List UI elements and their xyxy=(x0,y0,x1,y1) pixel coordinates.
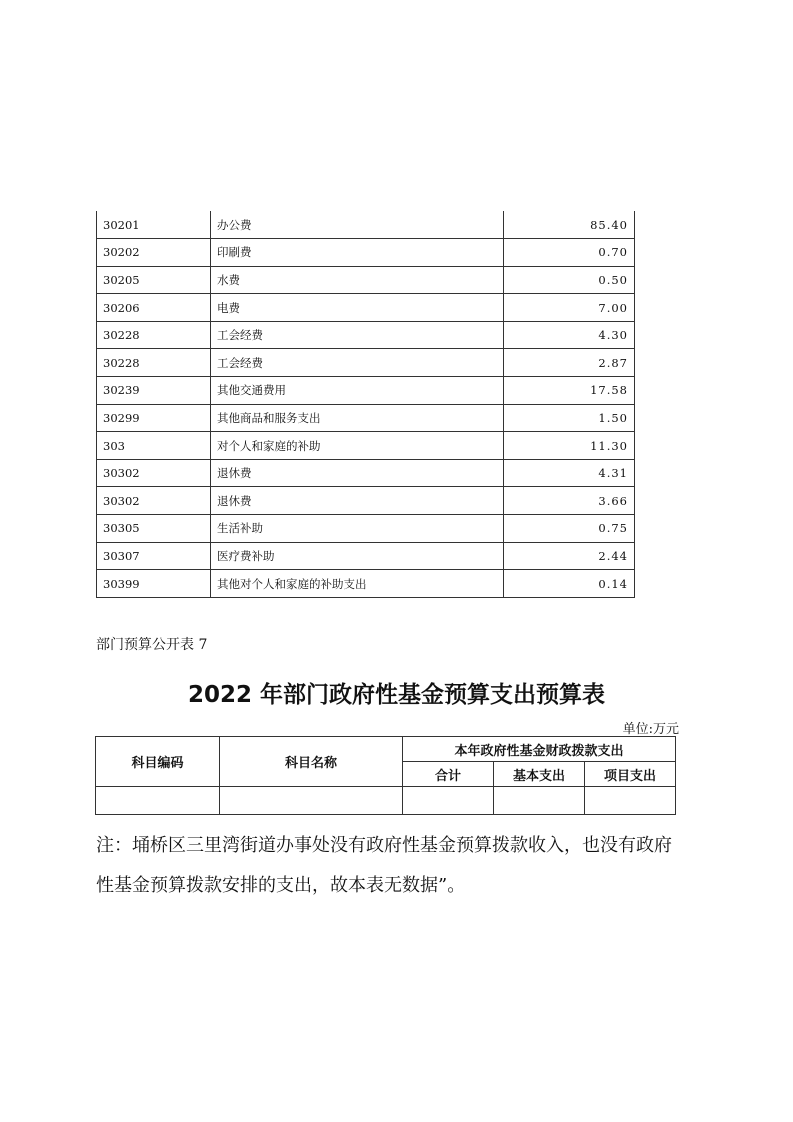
subject-name: 水费 xyxy=(211,266,504,294)
subject-name: 电费 xyxy=(211,294,504,322)
amount: 2.87 xyxy=(504,349,635,377)
amount: 0.70 xyxy=(504,239,635,267)
subject-name: 其他交通费用 xyxy=(211,377,504,405)
amount: 1.50 xyxy=(504,404,635,432)
subject-code: 30205 xyxy=(97,266,211,294)
table-row xyxy=(97,239,635,267)
table-row xyxy=(97,211,635,239)
table-label: 部门预算公开表 7 xyxy=(96,637,208,653)
subject-name: 工会经费 xyxy=(211,349,504,377)
page-title: 2022 年部门政府性基金预算支出预算表 xyxy=(187,682,606,708)
header-row xyxy=(96,737,676,762)
empty-cell xyxy=(96,787,220,815)
table-row xyxy=(97,266,635,294)
table-row xyxy=(97,404,635,432)
subject-code: 30305 xyxy=(97,515,211,543)
header-fund-expenditure: 本年政府性基金财政拨款支出 xyxy=(403,737,676,762)
table-row xyxy=(97,459,635,487)
subject-code: 30202 xyxy=(97,239,211,267)
subject-name: 生活补助 xyxy=(211,515,504,543)
subject-name: 办公费 xyxy=(211,211,504,239)
amount: 4.31 xyxy=(504,459,635,487)
empty-cell xyxy=(403,787,494,815)
subject-code: 30228 xyxy=(97,321,211,349)
subject-name: 其他商品和服务支出 xyxy=(211,404,504,432)
unit-label: 单位:万元 xyxy=(622,722,679,737)
subject-name: 医疗费补助 xyxy=(211,542,504,570)
subject-code: 30299 xyxy=(97,404,211,432)
subject-name: 退休费 xyxy=(211,459,504,487)
table-row xyxy=(97,294,635,322)
amount: 4.30 xyxy=(504,321,635,349)
amount: 3.66 xyxy=(504,487,635,515)
note-line: 性基金预算拨款安排的支出，故本表无数据”。 xyxy=(96,875,466,896)
table-row xyxy=(97,377,635,405)
empty-cell xyxy=(220,787,403,815)
subject-code: 30307 xyxy=(97,542,211,570)
subject-name: 印刷费 xyxy=(211,239,504,267)
amount: 7.00 xyxy=(504,294,635,322)
header-subject-name: 科目名称 xyxy=(220,737,403,787)
subject-code: 30201 xyxy=(97,211,211,239)
header-project-expenditure: 项目支出 xyxy=(585,762,676,787)
subject-code: 30228 xyxy=(97,349,211,377)
subject-name: 其他对个人和家庭的补助支出 xyxy=(211,570,504,598)
subject-name: 工会经费 xyxy=(211,321,504,349)
subject-code: 30239 xyxy=(97,377,211,405)
subject-code: 30302 xyxy=(97,459,211,487)
table-row xyxy=(97,321,635,349)
table-row xyxy=(97,515,635,543)
table-row xyxy=(97,542,635,570)
header-subject-code: 科目编码 xyxy=(96,737,220,787)
note-paragraph xyxy=(96,826,696,906)
amount: 2.44 xyxy=(504,542,635,570)
subject-name: 对个人和家庭的补助 xyxy=(211,432,504,460)
subject-code: 303 xyxy=(97,432,211,460)
expense-table xyxy=(96,211,635,598)
subject-name: 退休费 xyxy=(211,487,504,515)
subject-code: 30399 xyxy=(97,570,211,598)
header-total: 合计 xyxy=(403,762,494,787)
header-basic-expenditure: 基本支出 xyxy=(494,762,585,787)
amount: 85.40 xyxy=(504,211,635,239)
table-row xyxy=(97,432,635,460)
empty-data-row xyxy=(96,787,676,815)
subject-code: 30206 xyxy=(97,294,211,322)
table-row xyxy=(97,349,635,377)
table-row xyxy=(97,487,635,515)
subject-code: 30302 xyxy=(97,487,211,515)
amount: 17.58 xyxy=(504,377,635,405)
empty-cell xyxy=(494,787,585,815)
table-row xyxy=(97,570,635,598)
empty-cell xyxy=(585,787,676,815)
amount: 0.75 xyxy=(504,515,635,543)
amount: 0.50 xyxy=(504,266,635,294)
amount: 11.30 xyxy=(504,432,635,460)
note-line: 注：埇桥区三里湾街道办事处没有政府性基金预算拨款收入，也没有政府 xyxy=(96,835,672,856)
fund-budget-table xyxy=(95,736,676,815)
amount: 0.14 xyxy=(504,570,635,598)
